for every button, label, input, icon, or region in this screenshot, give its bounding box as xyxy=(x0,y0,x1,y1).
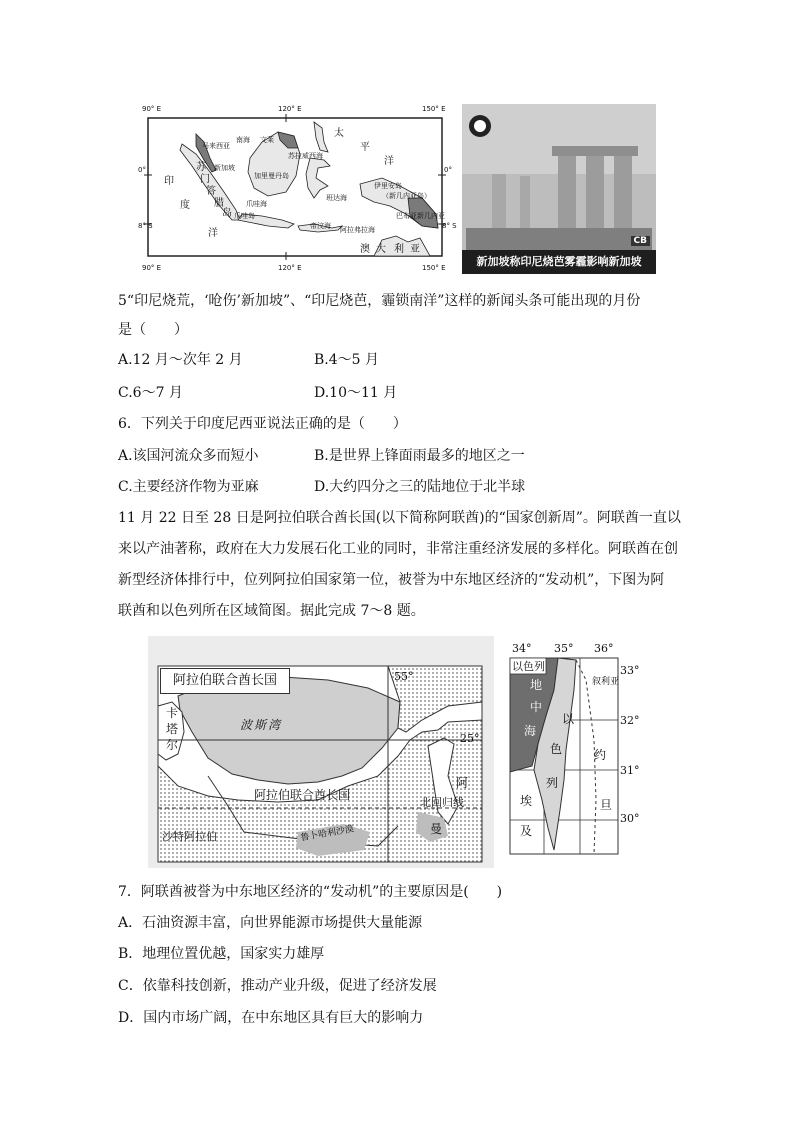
map-label: 南海 xyxy=(236,136,250,144)
question-6-stem: 6．下列关于印度尼西亚说法正确的是（ ） xyxy=(118,416,407,432)
oman-label-2: 曼 xyxy=(430,822,443,836)
map-label: 爪哇海 xyxy=(246,200,267,208)
lat-8s-right: 8° S xyxy=(442,222,457,230)
sea-label-1: 地 xyxy=(530,678,543,692)
map-label: 大 xyxy=(376,244,386,255)
desert-label: 鲁卜哈利沙漠 xyxy=(299,824,355,844)
israel-char-1: 以 xyxy=(562,712,575,726)
egypt-char-2: 及 xyxy=(520,824,533,838)
q6-option-c: C.主要经济作物为亚麻 xyxy=(118,479,259,495)
lon-90-top: 90° E xyxy=(142,105,162,113)
intro-line-4: 联酋和以色列所在区域简图。据此完成 7～8 题。 xyxy=(118,603,425,619)
map-label: 度 xyxy=(180,200,190,211)
q5-option-c: C.6～7 月 xyxy=(118,385,183,401)
intro-line-1: 11 月 22 日至 28 日是阿拉伯联合酋长国(以下简称阿联酋)的“国家创新周”。阿联酋一直以 xyxy=(118,510,681,526)
lat-33: 33° xyxy=(620,664,640,677)
q6-option-a: A.该国河流众多而短小 xyxy=(118,448,259,464)
egypt-char-1: 埃 xyxy=(520,794,533,808)
lon-150-top: 150° E xyxy=(422,105,446,113)
lat-31: 31° xyxy=(620,764,640,777)
israel-title: 以色列 xyxy=(512,660,545,673)
q7-option-b: B．地理位置优越，国家实力雄厚 xyxy=(118,946,325,962)
q5-option-b: B.4～5 月 xyxy=(314,352,380,368)
question-7-stem: 7．阿联酋被誉为中东地区经济的“发动机”的主要原因是( ) xyxy=(118,884,503,900)
map-label: 苏拉威西海 xyxy=(288,152,323,160)
indonesia-map xyxy=(138,102,457,272)
map-label: 平 xyxy=(360,142,370,153)
lat-0-right: 0° xyxy=(444,166,452,174)
jordan-char-1: 约 xyxy=(594,748,607,762)
map-label: 班达海 xyxy=(326,194,347,202)
tropic-label: 北回归线 xyxy=(420,796,464,809)
lon-150-bottom: 150° E xyxy=(422,264,446,272)
map-label: 巴布亚新几内亚 xyxy=(396,212,445,220)
q7-option-c: C．依靠科技创新，推动产业升级，促进了经济发展 xyxy=(118,978,437,994)
map-label: 洋 xyxy=(384,156,394,167)
oman-label-1: 阿 xyxy=(456,776,469,790)
qatar-label-1: 卡 xyxy=(166,706,179,720)
lat-0-left: 0° xyxy=(138,166,146,174)
map-label: 岛 xyxy=(222,208,232,219)
israel-map xyxy=(504,640,644,862)
intro-line-2: 来以产油著称，政府在大力发展石化工业的同时，非常注重经济发展的多样化。阿联酋在创 xyxy=(118,541,678,557)
lon-55-label: 55° xyxy=(394,670,414,683)
qatar-label-2: 塔 xyxy=(166,722,179,736)
lon-34: 34° xyxy=(512,642,532,655)
intro-line-3: 新型经济体排行中，位列阿拉伯国家第一位，被誉为中东地区经济的“发动机”，下图为阿 xyxy=(118,572,665,588)
map-label: 门 xyxy=(200,174,210,185)
lon-120-top: 120° E xyxy=(278,105,302,113)
skyline-svg xyxy=(462,104,656,250)
photo-caption: 新加坡称印尼烧芭雾霾影响新加坡 xyxy=(462,250,656,274)
haze-news-photo xyxy=(462,104,656,274)
lon-120-bottom: 120° E xyxy=(278,264,302,272)
question-5-stem: 5“印尼烧荒，‘呛伤’新加坡”、“印尼烧芭，霾锁南洋”这样的新闻头条可能出现的月份 xyxy=(118,293,641,309)
lat-32: 32° xyxy=(620,714,640,727)
map-label: 洋 xyxy=(208,228,218,239)
tv-logo: CB xyxy=(631,236,650,246)
uae-map xyxy=(148,636,494,868)
q6-option-d: D.大约四分之三的陆地位于北半球 xyxy=(314,479,526,495)
indonesia-map-svg xyxy=(138,102,457,272)
map-label: （新几内亚岛） xyxy=(382,192,431,200)
map-label: 新加坡 xyxy=(214,164,235,172)
gulf-label: 波斯湾 xyxy=(240,718,283,732)
israel-char-3: 列 xyxy=(546,776,559,790)
lat-8s-left: 8° S xyxy=(138,222,153,230)
map-label: 澳 xyxy=(360,244,370,255)
map-label: 阿拉弗拉海 xyxy=(340,226,375,234)
q6-option-b: B.是世界上锋面雨最多的地区之一 xyxy=(314,448,525,464)
q5-option-d: D.10～11 月 xyxy=(314,385,398,401)
lon-90-bottom: 90° E xyxy=(142,264,162,272)
map-label: 苏 xyxy=(196,162,206,173)
lat-30: 30° xyxy=(620,812,640,825)
syria-label: 叙利亚 xyxy=(592,677,620,687)
map-label: 亚 xyxy=(410,244,420,255)
map-label: 太 xyxy=(334,128,344,139)
sea-label-3: 海 xyxy=(524,724,537,738)
map-label: 腊 xyxy=(214,198,224,209)
map-label: 爪哇岛 xyxy=(234,212,255,220)
q7-option-a: A．石油资源丰富，向世界能源市场提供大量能源 xyxy=(118,915,423,931)
lat-25-label: 25° xyxy=(460,732,480,745)
qatar-label-3: 尔 xyxy=(166,738,179,752)
q5-option-a: A.12 月～次年 2 月 xyxy=(118,352,243,368)
map-label: 印 xyxy=(164,176,174,187)
map-label: 答 xyxy=(206,186,216,197)
sea-label-2: 中 xyxy=(530,700,543,714)
saudi-label: 沙特阿拉伯 xyxy=(162,830,217,843)
map-label: 伊里安岛 xyxy=(374,182,402,190)
map-label: 利 xyxy=(394,244,404,255)
jordan-char-2: 旦 xyxy=(600,798,613,812)
map-label: 文莱 xyxy=(260,136,274,144)
lon-35: 35° xyxy=(554,642,574,655)
uae-map-title: 阿拉伯联合酋长国 xyxy=(160,668,290,694)
q7-option-d: D．国内市场广阔，在中东地区具有巨大的影响力 xyxy=(118,1010,424,1026)
map-label: 加里曼丹岛 xyxy=(254,172,289,180)
lon-36: 36° xyxy=(594,642,614,655)
map-label: 马来西亚 xyxy=(202,142,230,150)
uae-country-label: 阿拉伯联合酋长国 xyxy=(254,788,351,802)
map-label: 帝汶海 xyxy=(310,222,331,230)
question-5-stem-cont: 是（ ） xyxy=(118,322,188,338)
israel-char-2: 色 xyxy=(550,742,563,756)
